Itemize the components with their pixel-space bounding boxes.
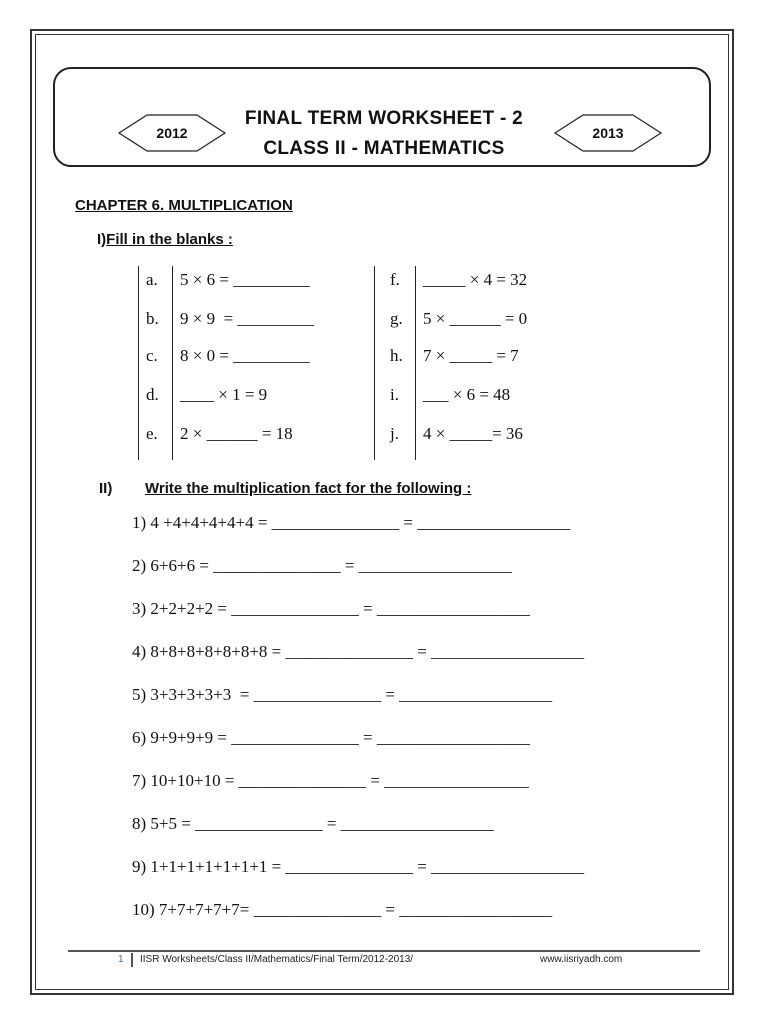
- footer-url: www.iisriyadh.com: [540, 954, 623, 965]
- row-expression: _____ × 4 = 32: [423, 270, 528, 289]
- section1-title: Fill in the blanks :: [106, 231, 233, 248]
- question: 9) 1+1+1+1+1+1+1 = _______________ = __________________: [132, 857, 585, 876]
- row-letter: b.: [146, 309, 159, 328]
- row-letter: a.: [146, 270, 158, 289]
- footer-path: IISR Worksheets/Class II/Mathematics/Final Term/2012-2013/: [140, 954, 414, 965]
- row-letter: i.: [390, 385, 399, 404]
- footer-page-number: 1: [118, 954, 124, 965]
- row-letter: g.: [390, 309, 403, 328]
- year-left: 2012: [156, 125, 188, 141]
- row-expression: ___ × 6 = 48: [423, 385, 511, 404]
- section2-number: II): [99, 480, 113, 497]
- chapter-heading: CHAPTER 6. MULTIPLICATION: [75, 197, 293, 214]
- question: 7) 10+10+10 = _______________ = _________________: [132, 771, 529, 790]
- class-subject-title: CLASS II - MATHEMATICS: [263, 138, 505, 159]
- question: 10) 7+7+7+7+7= _______________ = __________________: [132, 900, 553, 919]
- question: 6) 9+9+9+9 = _______________ = __________________: [132, 728, 530, 747]
- row-letter: f.: [390, 270, 400, 289]
- table-right-border: [374, 266, 375, 460]
- year-right: 2013: [592, 125, 624, 141]
- section1-number: I): [97, 231, 107, 248]
- question: 1) 4 +4+4+4+4+4 = _______________ = __________________: [132, 513, 571, 532]
- row-expression: 4 × _____= 36: [423, 424, 523, 443]
- worksheet-title: FINAL TERM WORKSHEET - 2: [244, 108, 524, 129]
- row-expression: ____ × 1 = 9: [180, 385, 268, 404]
- section1-heading: [97, 231, 233, 248]
- question: 5) 3+3+3+3+3 = _______________ = __________________: [132, 685, 553, 704]
- row-expression: 8 × 0 = _________: [180, 346, 310, 365]
- question: 8) 5+5 = _______________ = __________________: [132, 814, 494, 833]
- row-expression: 5 × 6 = _________: [180, 270, 310, 289]
- row-expression: 9 × 9 = _________: [180, 309, 314, 328]
- question: 4) 8+8+8+8+8+8+8 = _______________ = __________________: [132, 642, 585, 661]
- row-letter: e.: [146, 424, 158, 443]
- row-expression: 5 × ______ = 0: [423, 309, 528, 328]
- row-letter: j.: [390, 424, 399, 443]
- page-border-inner: [35, 34, 729, 990]
- table-right-divider: [415, 266, 416, 460]
- footer-rule: [68, 950, 700, 952]
- section2-title: Write the multiplication fact for the following :: [145, 480, 472, 497]
- row-letter: d.: [146, 385, 159, 404]
- question: 3) 2+2+2+2 = _______________ = __________________: [132, 599, 530, 618]
- table-left-divider: [172, 266, 173, 460]
- row-letter: c.: [146, 346, 158, 365]
- table-left-border: [138, 266, 139, 460]
- row-expression: 2 × ______ = 18: [180, 424, 293, 443]
- question: 2) 6+6+6 = _______________ = __________________: [132, 556, 512, 575]
- row-letter: h.: [390, 346, 403, 365]
- row-expression: 7 × _____ = 7: [423, 346, 519, 365]
- footer-separator: [131, 953, 133, 967]
